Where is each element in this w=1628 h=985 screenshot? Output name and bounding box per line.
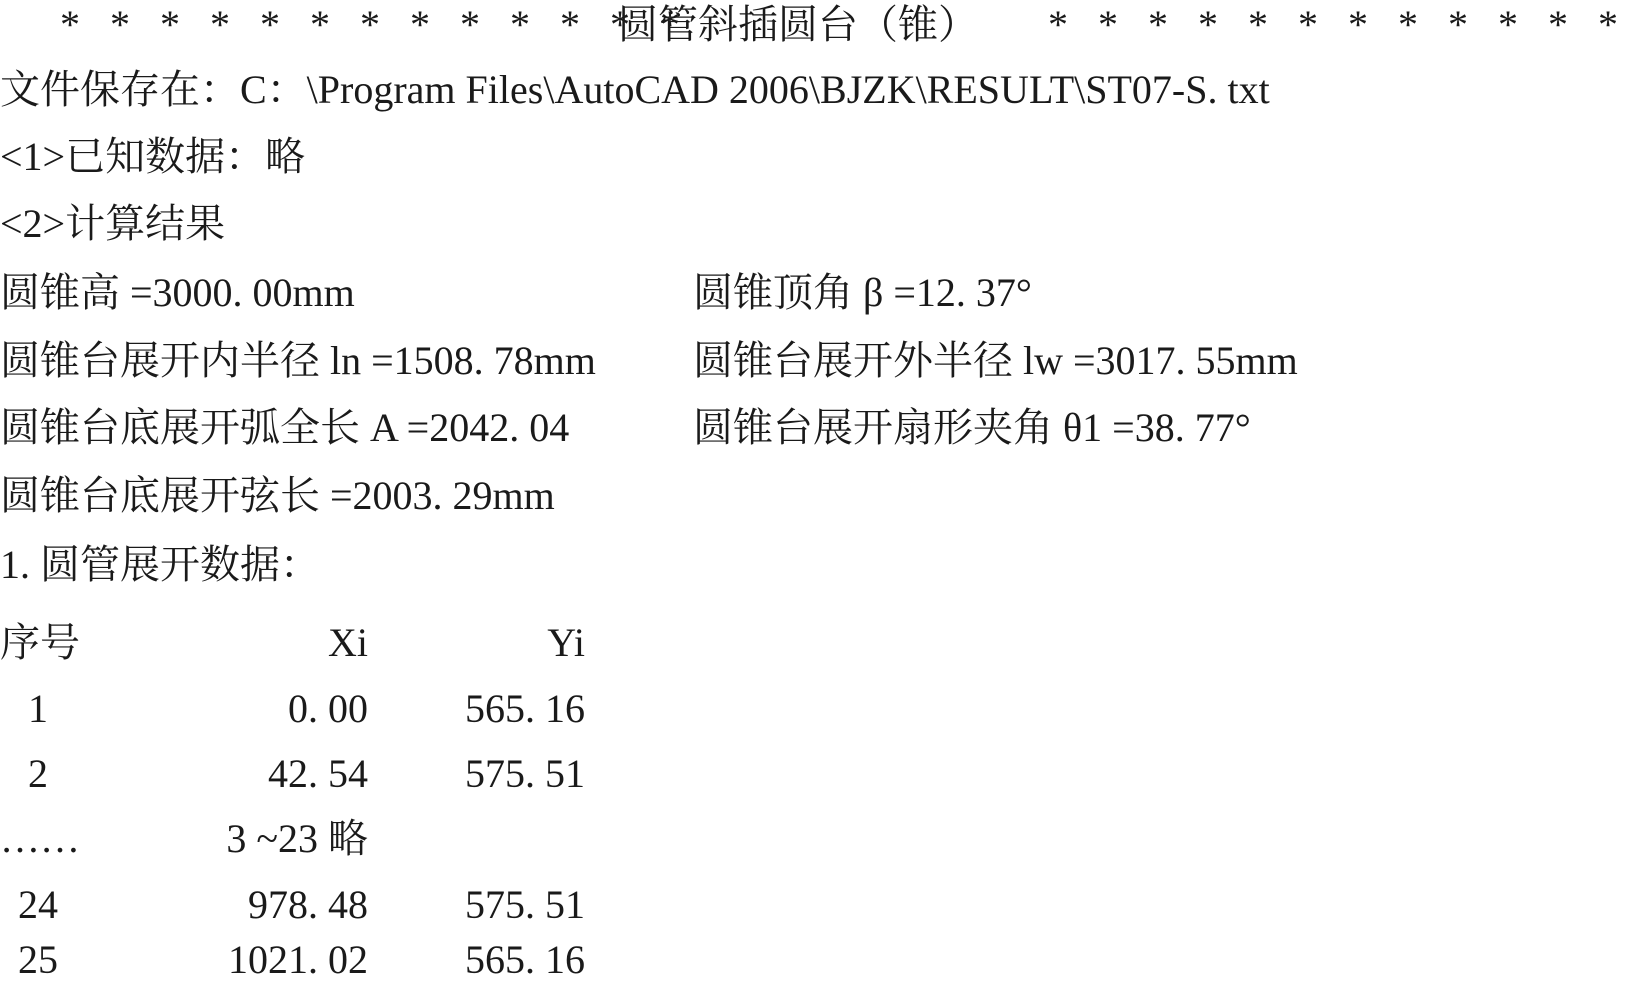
table-cell-y: 575. 51 (465, 882, 585, 927)
table-cell-index: …… (0, 816, 80, 861)
table-cell-y: 575. 51 (465, 751, 585, 796)
subsection-heading: 1. 圆管展开数据： (0, 542, 320, 587)
result-left: 圆锥台底展开弧全长 A =2042. 04 (0, 405, 570, 450)
result-left: 圆锥高 =3000. 00mm (0, 270, 355, 315)
title-stars-left: * * * * * * * * * * * * * (60, 2, 690, 47)
result-right: 圆锥台展开外半径 lw =3017. 55mm (693, 338, 1298, 383)
result-left: 圆锥台底展开弦长 =2003. 29mm (0, 473, 555, 518)
section-results: <2>计算结果 (0, 201, 226, 246)
table-header-index: 序号 (0, 620, 80, 665)
table-cell-index: 1 (28, 686, 48, 731)
table-cell-y: 565. 16 (465, 937, 585, 982)
title-stars-right: * * * * * * * * * * * * (1048, 2, 1628, 47)
table-cell-x: 0. 00 (288, 686, 368, 731)
result-right: 圆锥顶角 β =12. 37° (693, 270, 1032, 315)
table-cell-index: 25 (18, 937, 58, 982)
table-cell-index: 2 (28, 751, 48, 796)
table-cell-x: 978. 48 (248, 882, 368, 927)
table-header-y: Yi (547, 620, 585, 665)
result-right: 圆锥台展开扇形夹角 θ1 =38. 77° (693, 405, 1251, 450)
file-path: 文件保存在：C：\Program Files\AutoCAD 2006\BJZK\RESULT\ST07-S. txt (0, 67, 1270, 112)
table-cell-x: 42. 54 (268, 751, 368, 796)
section-known-data: <1>已知数据：略 (0, 134, 306, 179)
table-cell-index: 24 (18, 882, 58, 927)
table-cell-y: 565. 16 (465, 686, 585, 731)
table-cell-x: 3 ~23 略 (226, 816, 368, 861)
page-title: 圆管斜插圆台（锥） (618, 2, 978, 47)
result-left: 圆锥台展开内半径 ln =1508. 78mm (0, 338, 596, 383)
table-cell-x: 1021. 02 (228, 937, 368, 982)
title-line (0, 0, 1628, 50)
table-header-x: Xi (328, 620, 368, 665)
